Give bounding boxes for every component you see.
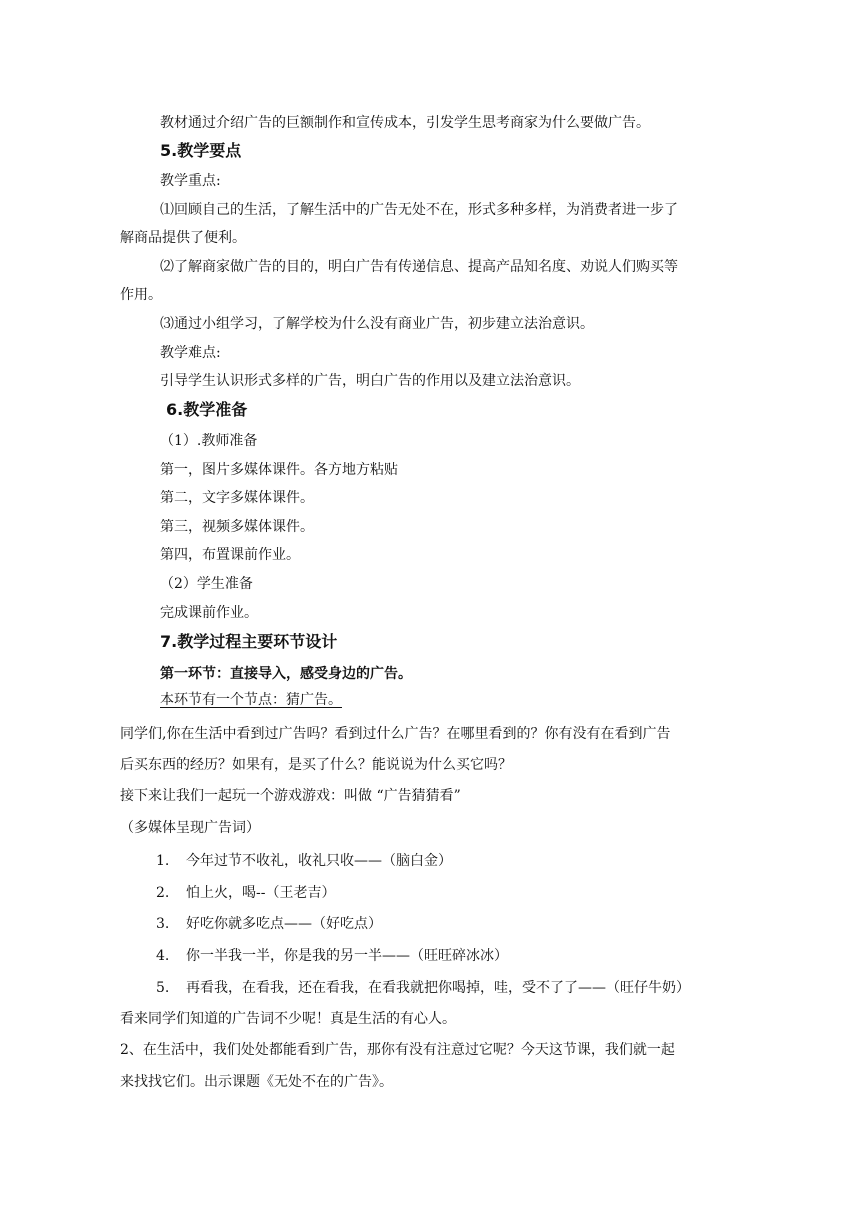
focus-point-1-line-2: 解商品提供了便利。 (120, 230, 246, 246)
question-line-1: 同学们,你在生活中看到过广告吗？看到过什么广告？在哪里看到的？你有没有在看到广告 (120, 726, 671, 742)
slogan-text: 再看我，在看我，还在看我，在看我就把你喝掉，哇，受不了了——（旺仔牛奶） (186, 980, 690, 996)
focus-point-2-line-1: ⑵了解商家做广告的目的，明白广告有传递信息、提高产品知名度、劝说人们购买等 (160, 259, 678, 275)
teacher-prep-item-1: 第一，图片多媒体课件。各方地方粘贴 (160, 462, 398, 478)
teacher-prep-item-2: 第二，文字多媒体课件。 (160, 490, 314, 506)
teacher-prep-item-4: 第四，布置课前作业。 (160, 547, 300, 563)
game-intro-line: 接下来让我们一起玩一个游戏游戏：叫做 “广告猜猜看” (120, 788, 461, 804)
teacher-prep-item-3: 第三，视频多媒体课件。 (160, 519, 314, 535)
section-6-heading: 6.教学准备 (166, 400, 248, 419)
student-prep-text: 完成课前作业。 (160, 605, 258, 621)
stage-1-note: 本环节有一个节点：猜广告。 (160, 692, 342, 708)
slogan-number: 1. (156, 853, 170, 869)
slogan-text: 好吃你就多吃点——（好吃点） (186, 916, 382, 932)
comment-line: 看来同学们知道的广告词不少呢！真是生活的有心人。 (120, 1011, 456, 1027)
teaching-difficulty-text: 引导学生认识形式多样的广告，明白广告的作用以及建立法治意识。 (160, 373, 580, 389)
focus-point-1-line-1: ⑴回顾自己的生活，了解生活中的广告无处不在，形式多种多样，为消费者进一步了 (160, 202, 678, 218)
slogan-number: 3. (156, 916, 170, 932)
section-5-heading: 5.教学要点 (160, 141, 242, 160)
teacher-prep-label: （1）.教师准备 (160, 433, 258, 449)
slogan-number: 4. (156, 948, 170, 964)
slogan-text: 你一半我一半，你是我的另一半——（旺旺碎冰冰） (186, 948, 508, 964)
slogan-text: 怕上火，喝--（王老吉） (186, 885, 336, 901)
paragraph-2-line-2: 来找找它们。出示课题《无处不在的广告》。 (120, 1074, 393, 1090)
paragraph-2-line-1: 2、在生活中，我们处处都能看到广告，那你有没有注意过它呢？今天这节课，我们就一起 (120, 1042, 675, 1058)
question-line-2: 后买东西的经历？如果有，是买了什么？能说说为什么买它吗？ (120, 757, 512, 773)
stage-1-title: 第一环节：直接导入，感受身边的广告。 (160, 666, 412, 682)
focus-point-3: ⑶通过小组学习，了解学校为什么没有商业广告，初步建立法治意识。 (160, 316, 594, 332)
slogan-number: 2. (156, 885, 170, 901)
section-7-heading: 7.教学过程主要环节设计 (160, 632, 338, 651)
teaching-focus-label: 教学重点: (160, 173, 221, 189)
intro-line: 教材通过介绍广告的巨额制作和宣传成本，引发学生思考商家为什么要做广告。 (160, 115, 650, 131)
media-line: （多媒体呈现广告词） (120, 820, 260, 836)
student-prep-label: （2）学生准备 (160, 576, 253, 592)
focus-point-2-line-2: 作用。 (120, 287, 162, 303)
teaching-difficulty-label: 教学难点: (160, 345, 221, 361)
slogan-text: 今年过节不收礼，收礼只收——（脑白金） (186, 853, 452, 869)
slogan-number: 5. (156, 980, 170, 996)
